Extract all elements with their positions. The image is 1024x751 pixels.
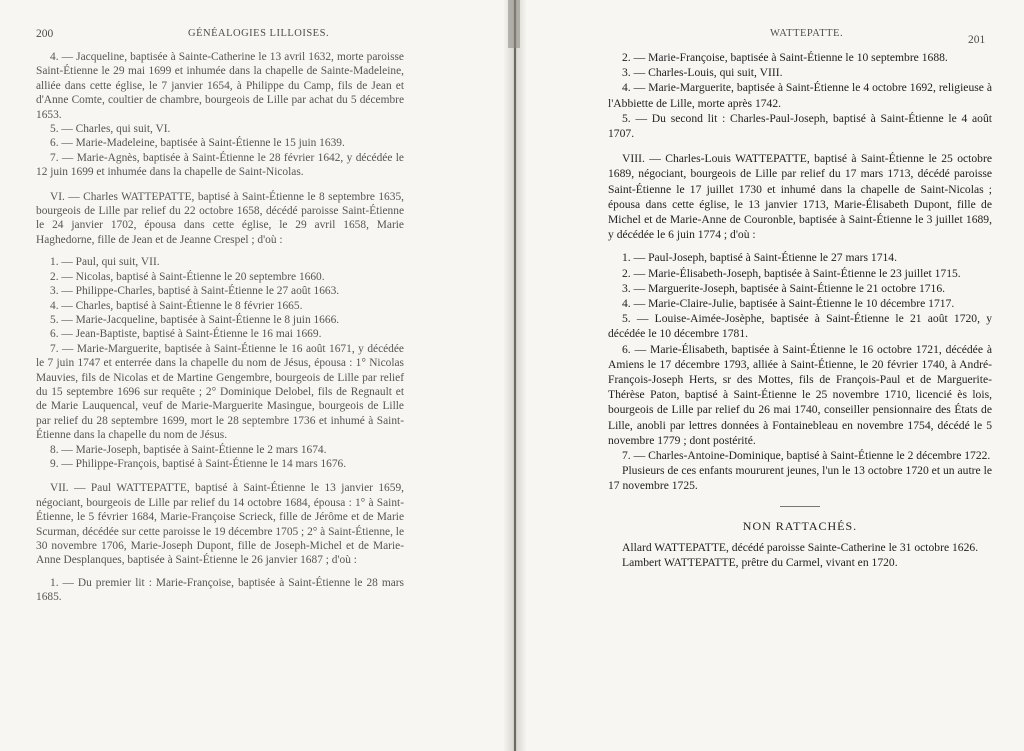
child-marie-elisabeth-joseph: 2. — Marie-Élisabeth-Joseph, baptisée à Saint-Étienne le 23 juillet 1715. (622, 266, 961, 280)
child-marie-marguerite-4: 4. — Marie-Marguerite, baptisée à Saint-Étienne le 4 octobre 1692, religieuse à l'Abbiette de Lille, morte après 1742. (608, 81, 992, 110)
child-philippe-francois: 9. — Philippe-François, baptisé à Saint-Étienne le 14 mars 1676. (50, 457, 347, 470)
child-nicolas: 2. — Nicolas, baptisé à Saint-Étienne le 20 septembre 1660. (50, 270, 325, 283)
child-marie-joseph: 8. — Marie-Joseph, baptisée à Saint-Étienne le 2 mars 1674. (50, 443, 327, 456)
right-page-number: 201 (968, 34, 986, 46)
child-charles-louis: 3. — Charles-Louis, qui suit, VIII. (622, 66, 783, 80)
entry-marie-agnes: 7. — Marie-Agnès, baptisée à Saint-Étienne le 28 février 1642, y décédée le 12 juin 1699 et inhumée dans la chapelle de Saint-Nicolas. (36, 151, 404, 179)
section-title-non-rattaches: NON RATTACHÉS. (742, 518, 858, 533)
note-children-died-young: Plusieurs de ces enfants moururent jeunes, l'un le 13 octobre 1720 et un autre le 17 novembre 1725. (608, 464, 992, 493)
unattached-lambert: Lambert WATTEPATTE, prêtre du Carmel, vivant en 1720. (622, 556, 898, 570)
child-charles-paul-joseph: 5. — Du second lit : Charles-Paul-Joseph, baptisé à Saint-Étienne le 4 août 1707. (608, 111, 992, 141)
child-marie-francoise-2: 2. — Marie-Françoise, baptisée à Saint-Étienne le 10 septembre 1688. (622, 51, 948, 64)
child-charles: 4. — Charles, baptisé à Saint-Étienne le 8 février 1665. (50, 299, 303, 312)
right-running-head: WATTEPATTE. (770, 28, 844, 39)
right-page-body (608, 50, 992, 570)
generation-viii: VIII. — Charles-Louis WATTEPATTE, baptisé à Saint-Étienne le 25 octobre 1689, négociant, bourgeois de Lille par relief du 17 mars 1713, décédé paroisse Saint-Étienne le 17 juillet 1730 et inhumé dans la chapelle de Saint-Nicolas ; épousa dans cette église, le 13 janvier 1713, Marie-Élisabeth Dupont, fille de Michel et de Marie-Anne de Couronble, baptisée à Saint-Étienne le 3 juillet 1689, y décédée le 6 juin 1774 ; d'où : (608, 152, 992, 242)
child-philippe-charles: 3. — Philippe-Charles, baptisé à Saint-Étienne le 27 août 1663. (50, 285, 340, 298)
right-page (512, 0, 1024, 751)
entry-charles-5: 5. — Charles, qui suit, VI. (50, 123, 171, 136)
child-marie-elisabeth: 6. — Marie-Élisabeth, baptisée à Saint-Étienne le 16 octobre 1721, décédée à Amiens le 17 décembre 1793, alliée à Saint-Étienne, le 20 février 1740, à André-François-Joseph Herts, sr des Mottes, fils de François-Paul et de Marguerite-Thérèse Paton, baptisé à Saint-Étienne le 25 novembre 1710, licencié ès lois, bourgeois de Lille par relief du 26 mai 1740, conseiller pensionnaire des États de Lille, anobli par lettres données à Fontainebleau en novembre 1754, décédé le 5 novembre 1779 ; dont postérité. (608, 342, 992, 447)
child-marie-jacqueline: 5. — Marie-Jacqueline, baptisée à Saint-Étienne le 8 juin 1666. (50, 313, 340, 326)
entry-marie-madeleine: 6. — Marie-Madeleine, baptisée à Saint-Étienne le 15 juin 1639. (50, 137, 345, 150)
left-running-head: GÉNÉALOGIES LILLOISES. (188, 28, 330, 39)
child-marie-marguerite: 7. — Marie-Marguerite, baptisée à Saint-Étienne le 16 août 1671, y décédée le 7 juin 1747 et enterrée dans la chapelle du nom de Jésus, épousa : 1° Nicolas Mauvies, fils de Nicolas et de Martine Gengembre, bourgeois de Lille par relief du 15 septembre 1696 sur requête ; 2° Dominique Delobel, fils de Regnault et de Marie Lauquencal, veuf de Marie-Marguerite Masingue, bourgeois de Lille par relief du 28 septembre 1699, mort le 28 septembre 1736 et inhumé à Saint-Étienne dans la chapelle du nom de Jésus. (36, 342, 404, 442)
child-charles-antoine-dominique: 7. — Charles-Antoine-Dominique, baptisé à Saint-Étienne le 2 décembre 1722. (622, 449, 991, 463)
child-paul-joseph: 1. — Paul-Joseph, baptisé à Saint-Étienne le 27 mars 1714. (622, 251, 897, 265)
entry-jacqueline: 4. — Jacqueline, baptisée à Sainte-Catherine le 13 avril 1632, morte paroisse Saint-Étienne le 29 mai 1699 et inhumée dans la chapelle de Sainte-Madeleine, alliée dans cette église, le 7 janvier 1654, à Philippe du Camp, fils de Jean et d'Anne Comte, coultier de chambre, bourgeois de Lille par achat du 5 décembre 1653. (36, 51, 404, 121)
child-louise-aimee-josephe: 5. — Louise-Aimée-Josèphe, baptisée à Saint-Étienne le 21 août 1720, y décédée le 10 décembre 1781. (608, 312, 992, 341)
section-rule (780, 506, 820, 507)
child-marie-francoise-1: 1. — Du premier lit : Marie-Françoise, baptisée à Saint-Étienne le 28 mars 1685. (36, 576, 404, 604)
child-paul: 1. — Paul, qui suit, VII. (50, 256, 160, 269)
generation-vi: VI. — Charles WATTEPATTE, baptisé à Saint-Étienne le 8 septembre 1635, bourgeois de Lille par relief du 22 octobre 1658, décédé paroisse Saint-Étienne le 24 janvier 1702, épousa dans cette église, le 29 avril 1658, Marie Haghedorne, fille de Jean et de Jeanne Crespel ; d'où : (36, 190, 404, 246)
child-jean-baptiste: 6. — Jean-Baptiste, baptisé à Saint-Étienne le 16 mai 1669. (50, 328, 322, 341)
unattached-allard: Allard WATTEPATTE, décédé paroisse Sainte-Catherine le 31 octobre 1626. (622, 540, 979, 554)
child-marguerite-joseph: 3. — Marguerite-Joseph, baptisée à Saint-Étienne le 21 octobre 1716. (622, 281, 946, 295)
generation-vii: VII. — Paul WATTEPATTE, baptisé à Saint-Étienne le 13 janvier 1659, négociant, bourgeois de Lille par relief du 14 octobre 1684, épousa : 1° à Saint-Étienne, le 5 février 1684, Marie-Françoise Scrieck, fille de Jérôme et de Marie Scurman, décédée sur cette paroisse le 19 décembre 1705 ; 2° à Saint-Étienne, le 30 novembre 1706, Marie-Joseph Dupont, fille de Joseph-Michel et de Marie-Anne Desplanques, baptisée à Saint-Étienne le 26 janvier 1687 ; d'où : (36, 482, 404, 567)
left-page-number: 200 (36, 28, 54, 40)
left-page-body (36, 50, 404, 605)
child-marie-claire-julie: 4. — Marie-Claire-Julie, baptisée à Saint-Étienne le 10 décembre 1717. (622, 297, 955, 311)
